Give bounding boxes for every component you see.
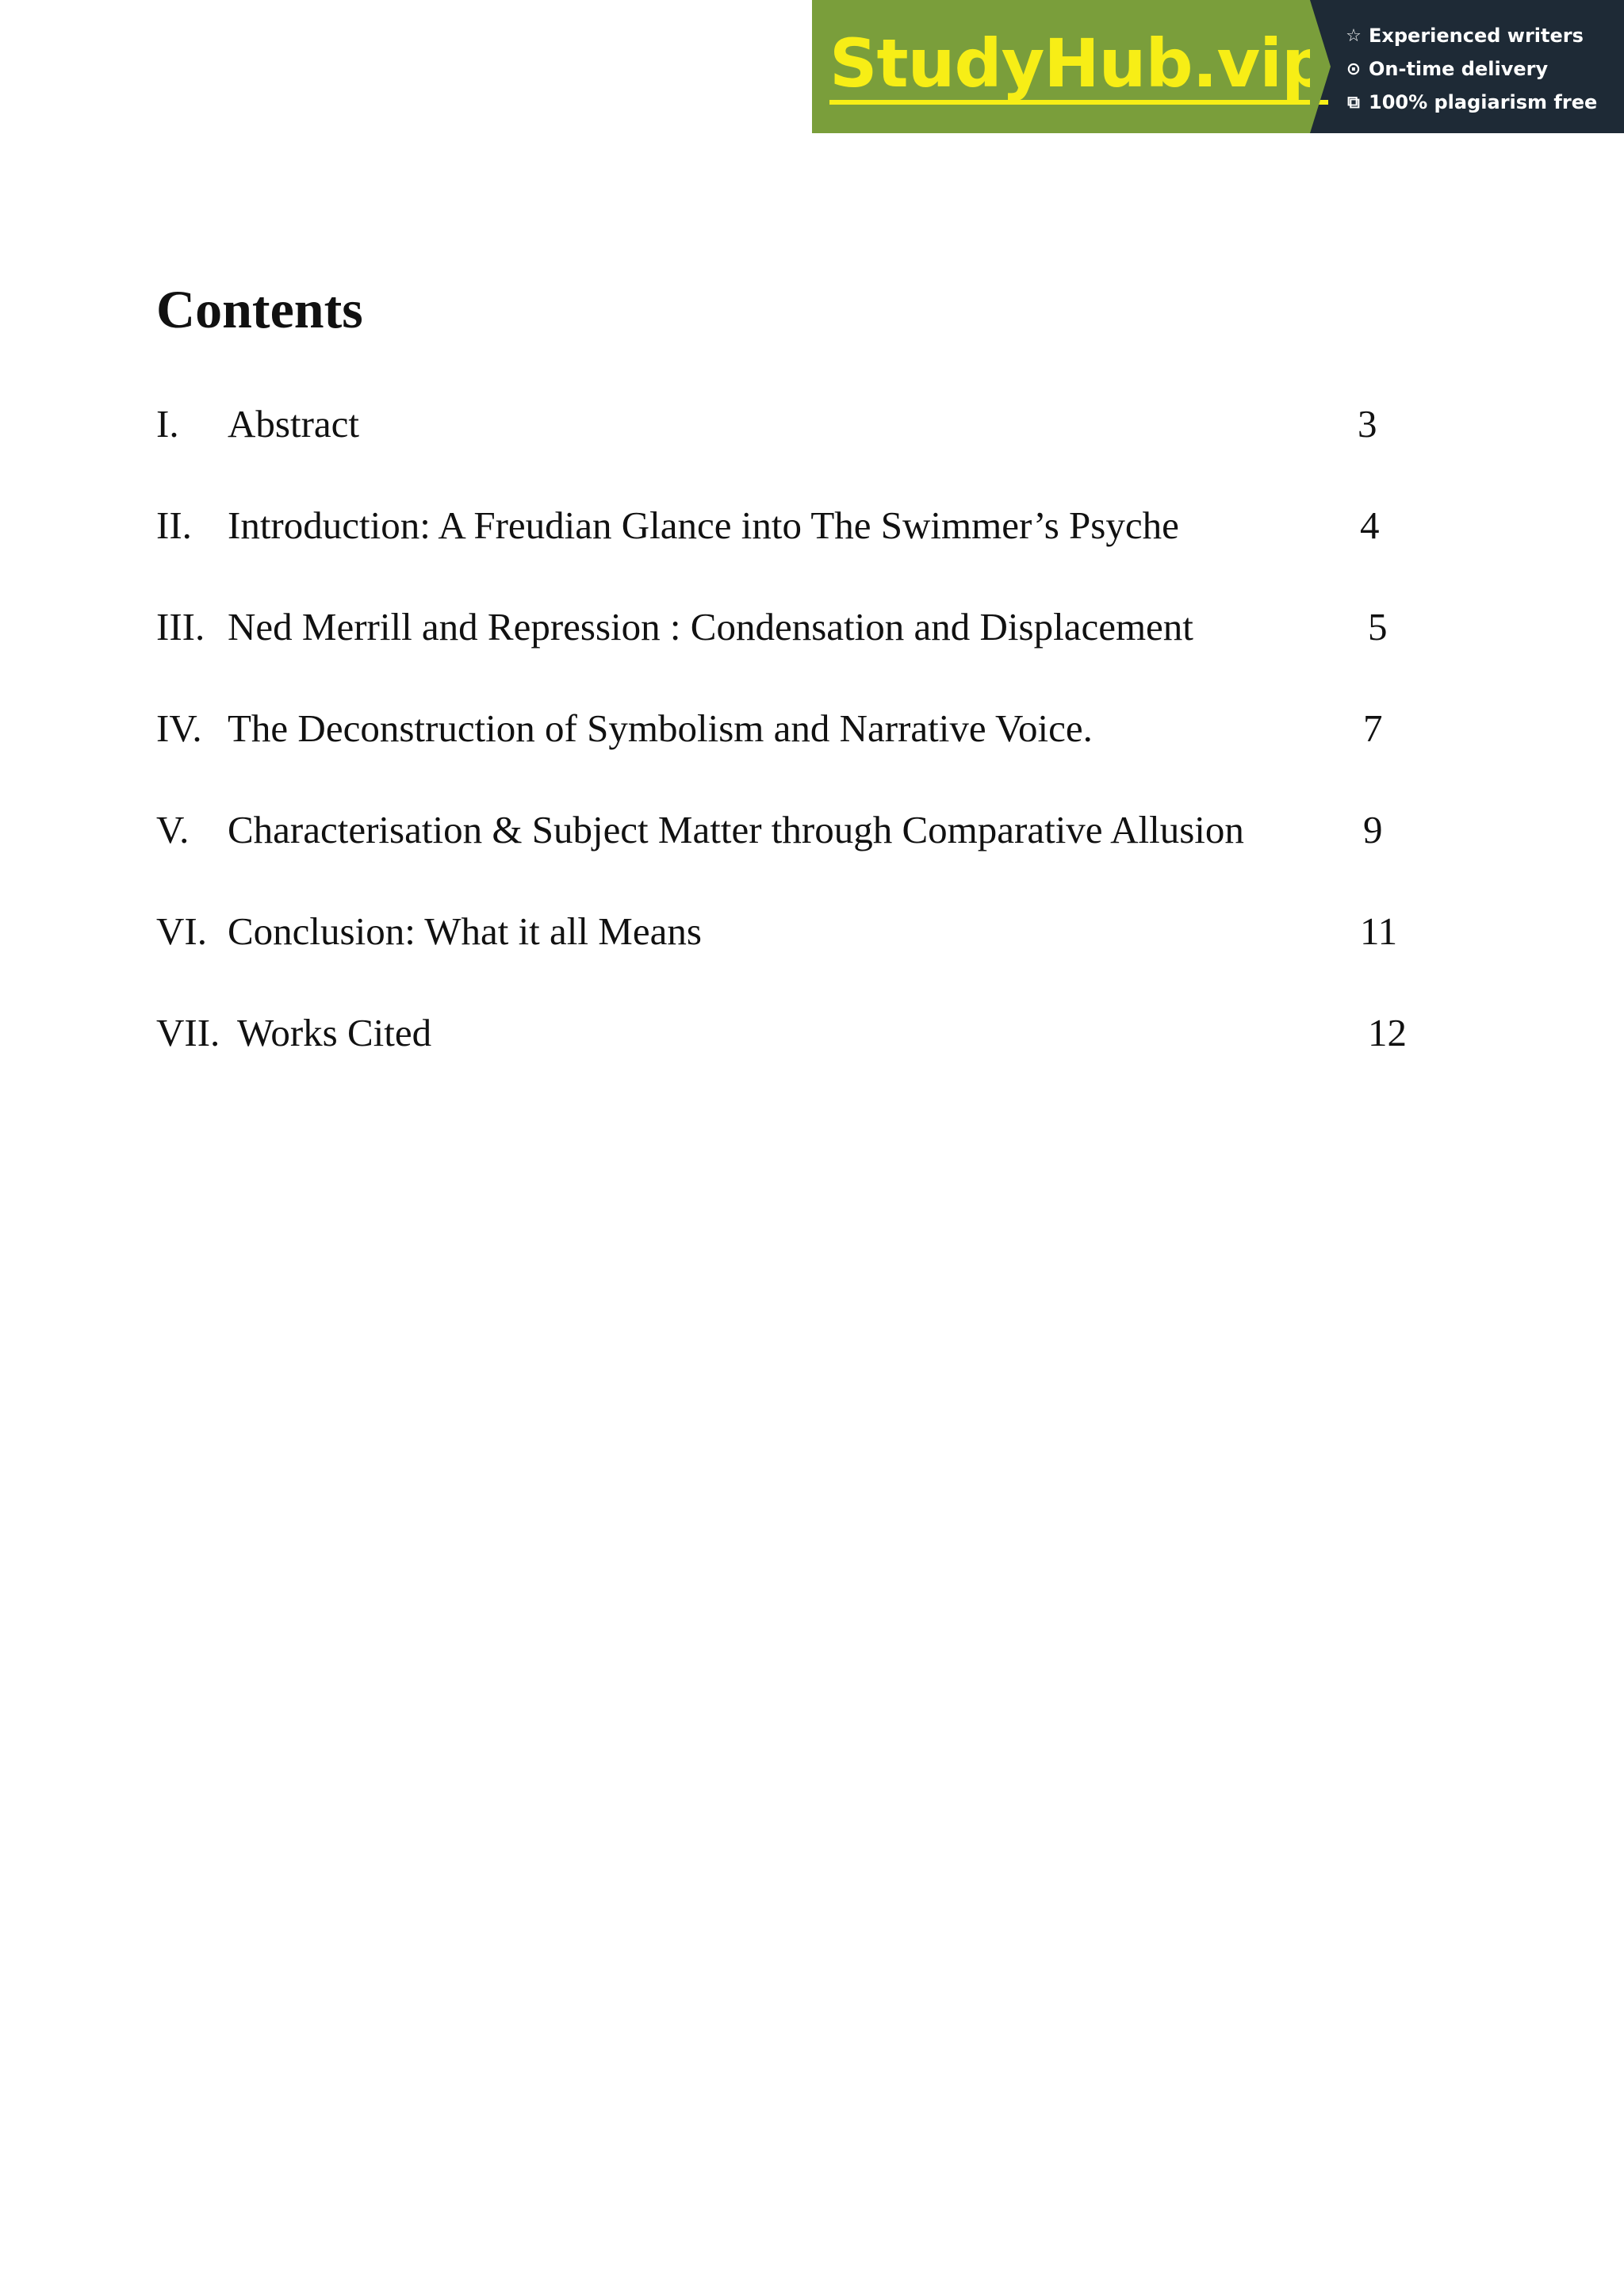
feature-label: Experienced writers [1369,25,1584,47]
toc-title: The Deconstruction of Symbolism and Narrative Voice. [228,706,1093,750]
toc-page-number: 3 [1358,402,1377,446]
feature-experienced-writers [1343,19,1624,52]
star-icon: ☆ [1346,25,1362,46]
toc-page-number: 9 [1363,808,1383,851]
toc-page-number: 12 [1368,1011,1407,1054]
toc-entry [156,1005,1425,1061]
studyhub-logo: StudyHub.vip [829,24,1328,105]
toc-number: I. [156,402,179,446]
toc-number: V. [156,808,190,851]
toc-title: Characterisation & Subject Matter through Comparative Allusion [228,808,1244,851]
toc-entry [156,396,1425,452]
toc-title: Introduction: A Freudian Glance into The Swimmer’s Psyche [228,503,1179,547]
feature-on-time-delivery [1343,52,1624,86]
feature-label: 100% plagiarism free [1369,91,1598,113]
toc-title: Conclusion: What it all Means [228,909,702,953]
banner-features [1310,0,1624,133]
toc-entry [156,904,1425,959]
toc-title: Ned Merrill and Repression : Condensation and Displacement [228,605,1193,649]
toc-number: III. [156,605,205,649]
clock-icon: ⊙ [1346,59,1362,79]
toc-entry [156,802,1425,858]
toc-title: Abstract [228,402,359,446]
toc-page-number: 11 [1360,909,1398,953]
toc-number: VII. [156,1011,220,1054]
toc-entry [156,701,1425,756]
copy-icon: ⧉ [1347,92,1360,113]
toc-number: II. [156,503,192,547]
toc-entry [156,599,1425,655]
toc-number: VI. [156,909,207,953]
page-title: Contents [156,279,363,339]
toc-title: Works Cited [237,1011,432,1054]
studyhub-banner[interactable] [812,0,1624,133]
feature-label: On-time delivery [1369,58,1549,80]
banner-logo-area [812,0,1329,133]
toc-page-number: 4 [1360,503,1380,547]
toc-page-number: 5 [1368,605,1388,649]
toc-page-number: 7 [1363,706,1383,750]
toc-entry [156,498,1425,553]
feature-plagiarism-free [1343,86,1624,119]
toc-number: IV. [156,706,202,750]
